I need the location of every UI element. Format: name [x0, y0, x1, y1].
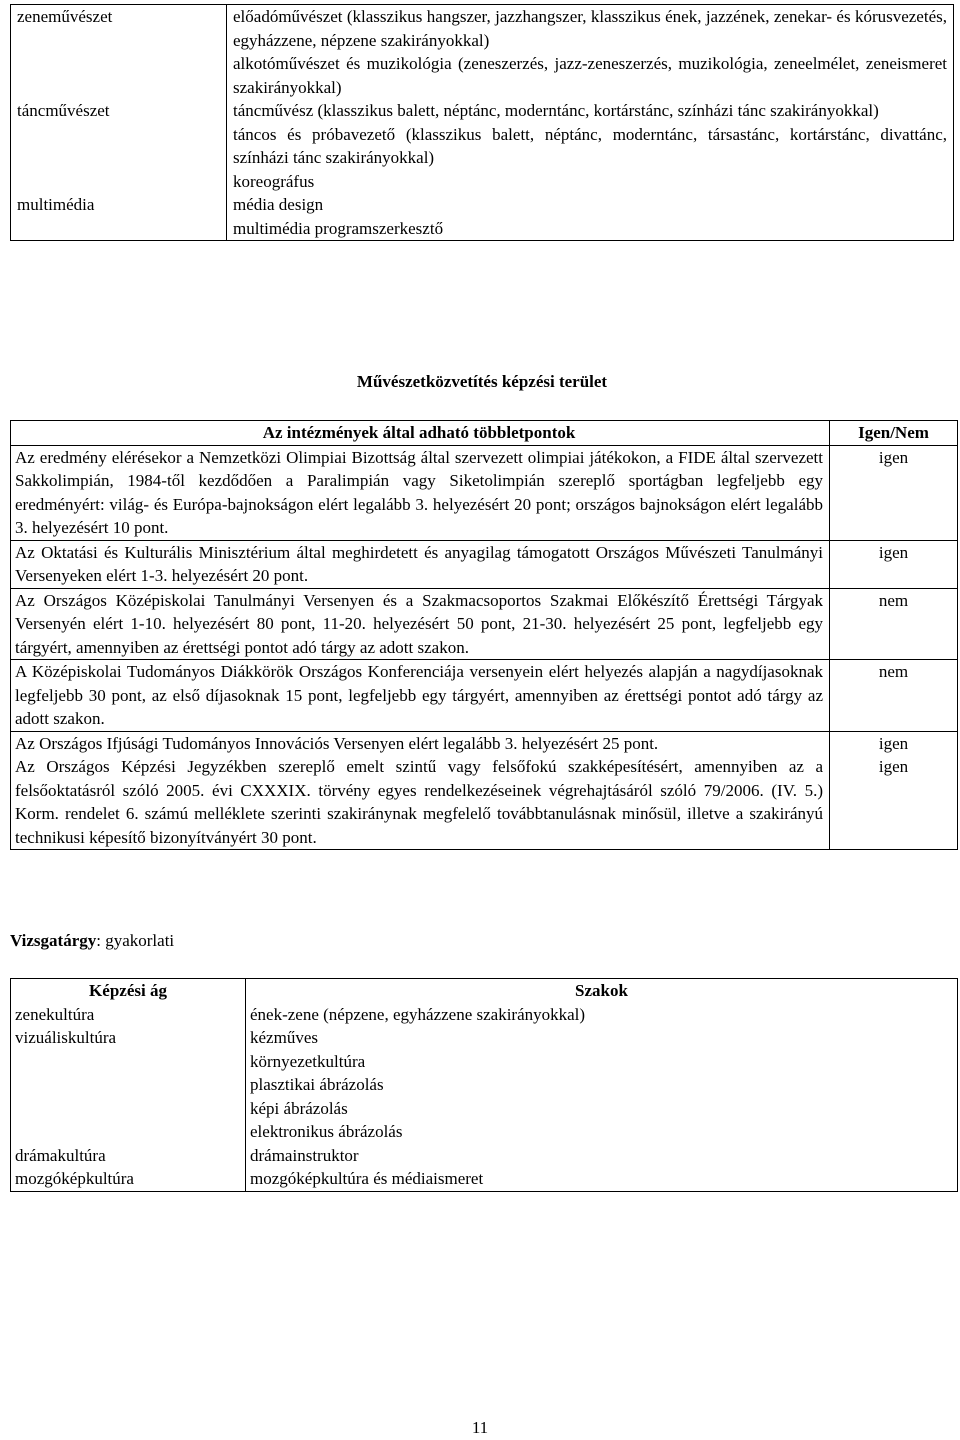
- major-item: mozgóképkultúra és médiaismeret: [250, 1169, 484, 1188]
- field-cell: zeneművészet: [11, 5, 227, 100]
- row-answer: igen: [830, 540, 958, 588]
- major-item: környezetkultúra: [250, 1051, 366, 1071]
- list-item: táncos és próbavezető (klasszikus balett, néptánc, moderntánc, társastánc, kortárstánc, divattánc, színházi tánc szakirányokkal): [233, 124, 947, 167]
- row-text: A Középiskolai Tudományos Diákkörök Országos Konferenciája versenyein elért helyezés alapján a nagydíjasoknak legfeljebb 30 pont, az első díjasoknak 15 pont, legfeljebb egy tárgyért, amennyiben az érettségi pontot adó tárgy az adott szakon.: [15, 662, 823, 728]
- major-item: drámainstruktor: [250, 1145, 359, 1165]
- table-row: [11, 731, 958, 850]
- entries-cell: [227, 193, 954, 241]
- table-row: [11, 193, 954, 241]
- exam-label: Vizsgatárgy: [10, 931, 97, 950]
- major-item: ének-zene (népzene, egyházzene szakirányokkal): [250, 1004, 586, 1024]
- major-item: kézműves: [250, 1028, 318, 1047]
- list-item: koreográfus: [233, 171, 315, 191]
- table-row: [11, 99, 954, 193]
- header-answer: Igen/Nem: [830, 421, 958, 446]
- field-cell: multimédia: [11, 193, 227, 241]
- field-cell: táncművészet: [11, 99, 227, 193]
- row-answer: nem: [830, 588, 958, 660]
- table-row: [11, 1026, 958, 1144]
- list-item: média design: [233, 195, 324, 214]
- table-row: [11, 660, 958, 732]
- list-item: előadóművészet (klasszikus hangszer, jazzhangszer, klasszikus ének, jazzének, zenekar- és kórusvezetés, egyházzene, népzene szakirányokkal): [233, 7, 947, 50]
- row-text: Az Országos Ifjúsági Tudományos Innovációs Versenyen elért legalább 3. helyezésért 25 pont.: [15, 733, 659, 753]
- table-row: [11, 1167, 958, 1191]
- exam-subject: [10, 929, 174, 953]
- header-majors: Szakok: [246, 979, 958, 1003]
- header-branch: Képzési ág: [11, 979, 246, 1003]
- table-header-row: [11, 979, 958, 1003]
- branch-cell: zenekultúra: [11, 1003, 246, 1027]
- list-item: táncművész (klasszikus balett, néptánc, moderntánc, kortárstánc, színházi tánc szakirányokkal): [233, 101, 879, 120]
- row-answer: igen: [878, 733, 909, 753]
- row-answer: igen: [830, 445, 958, 540]
- entries-cell: [227, 99, 954, 193]
- table-header-row: [11, 421, 958, 446]
- table-row: [11, 588, 958, 660]
- branch-cell: mozgóképkultúra: [11, 1167, 246, 1191]
- exam-value: : gyakorlati: [96, 931, 175, 950]
- table-row: [11, 1144, 958, 1168]
- training-branches-table: [10, 978, 958, 1192]
- row-text: Az Országos Képzési Jegyzékben szereplő emelt szintű vagy felsőfokú szakképesítésért, amennyiben az a felsőoktatásról szóló 2005. évi CXXXIX. törvény egyes rendelkezéseinek végrehajtásáról szóló 79/2006. (IV. 5.) Korm. rendelet 6. számú melléklete szerinti szakiránynak megfelelő továbbtanulásnak minősül, illetve a szakirányú technikusi képesítő bizonyítványért 30 pont.: [15, 757, 823, 847]
- art-fields-table: [10, 4, 954, 241]
- entries-cell: [227, 5, 954, 100]
- table-row: [11, 540, 958, 588]
- row-text: Az Országos Középiskolai Tanulmányi Versenyen és a Szakmacsoportos Szakmai Előkészítő Érettségi Tárgyak Versenyén elért 1-10. helyezésért 80 pont, 11-20. helyezésért 50 pont, 21-30. helyezésért 25 pont, legfeljebb egy tárgyért, amennyiben az érettségi pontot adó tárgy az adott szakon.: [15, 590, 823, 657]
- major-item: elektronikus ábrázolás: [250, 1122, 403, 1141]
- row-text: Az eredmény elérésekor a Nemzetközi Olimpiai Bizottság által szervezett olimpiai játékokon, a FIDE által szervezett Sakkolimpián, 1984-től kezdődően a Paralimpián vagy Siketolimpián szereplő sportágban legfeljebb egy eredményért: világ- és Európa-bajnokságon elért legalább 3. helyezésért 20 pont; országos bajnokságon elért legalább 3. helyezésért 10 pont.: [15, 447, 823, 537]
- header-main: Az intézmények által adható többletpontok: [11, 421, 830, 446]
- page-number: 11: [471, 1418, 489, 1437]
- row-answer: igen: [878, 757, 909, 776]
- major-item: képi ábrázolás: [250, 1098, 348, 1118]
- bonus-points-table: [10, 420, 958, 850]
- list-item: multimédia programszerkesztő: [233, 218, 444, 238]
- list-item: alkotóművészet és muzikológia (zeneszerzés, jazz-zeneszerzés, muzikológia, zeneelmélet, zeneismeret szakirányokkal): [233, 54, 947, 97]
- row-text: Az Oktatási és Kulturális Minisztérium által meghirdetett és anyagilag támogatott Országos Művészeti Tanulmányi Versenyeken elért 1-3. helyezésért 20 pont.: [15, 542, 823, 585]
- table-row: [11, 445, 958, 540]
- branch-cell: vizuáliskultúra: [11, 1026, 246, 1144]
- row-answer: nem: [830, 660, 958, 732]
- major-item: plasztikai ábrázolás: [250, 1075, 384, 1094]
- section-title: Művészetközvetítés képzési terület: [356, 372, 608, 391]
- branch-cell: drámakultúra: [11, 1144, 246, 1168]
- table-row: [11, 5, 954, 100]
- table-row: [11, 1003, 958, 1027]
